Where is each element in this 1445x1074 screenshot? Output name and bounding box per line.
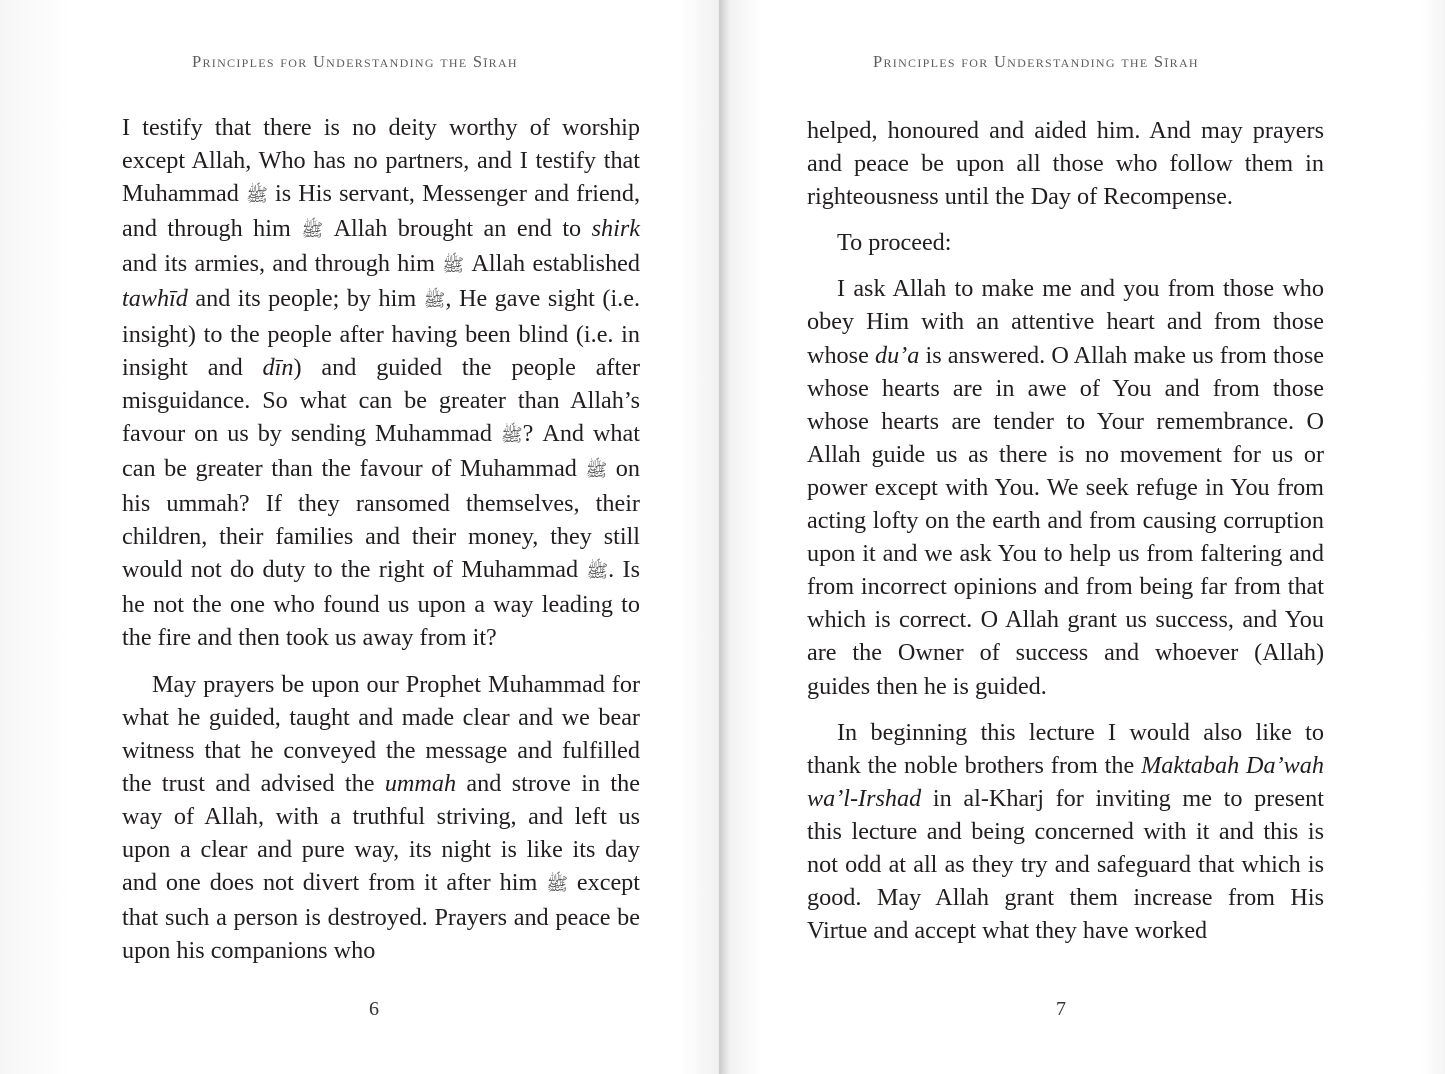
text-segment: Allah established [464,250,640,278]
text-segment: May prayers be upon our Prophet Muhammad for what he guided, taught and made clear and we bear witness that he conveyed the message and fulfilled the trust and advised the [122,670,640,797]
text-segment: and its people; by him [187,285,424,313]
italic-term: du’a [874,341,920,369]
left-page-body [122,111,640,967]
text-segment: is His servant, Messenger and friend, and through him [122,180,640,243]
running-head-right: Principles for Understanding the Sīrah [873,52,1199,71]
left-page [0,0,720,1074]
text-segment: on his ummah? If they ransomed themselves, their children, their families and their money, they still would not do duty to the right of Muhammad [122,454,640,584]
text-segment: in al-Kharj for inviting me to present this lecture and being concerned with it and this is not odd at all as they try and safeguard that which is good. May Allah grant them increase from His Virtue and accept what they have worked [807,784,1324,945]
italic-term: dīn [262,353,294,381]
text-segment: To proceed: [837,229,952,257]
text-segment: and its armies, and through him [122,250,443,278]
text-segment: ) and guided the people after misguidance. So what can be greater than Allah’s favour on us by sending Muhammad [122,353,640,447]
italic-term: ummah [384,769,457,797]
paragraph [807,272,1324,702]
paragraph [807,114,1324,213]
italic-term: Maktabah Da’wah wa’l-Irshad [807,751,1324,812]
paragraph [122,668,640,968]
text-segment: helped, honoured and aided him. And may prayers and peace be upon all those who follow them in righteousness until the Day of Recompense. [807,117,1324,211]
right-page [722,0,1445,1074]
salutation-glyph: ﷺ [500,424,523,445]
page-number-right: 7 [1056,998,1066,1020]
text-segment: I testify that there is no deity worthy of worship except Allah, Who has no partners, and I testify that Muhammad [122,114,640,208]
text-segment: In beginning this lecture I would also like to thank the noble brothers from the [807,718,1324,779]
text-segment: I ask Allah to make me and you from those who obey Him with an attentive heart and from those whose [807,275,1324,369]
salutation-glyph: ﷺ [301,220,324,241]
right-page-body [807,114,1324,947]
salutation-glyph: ﷺ [442,255,465,276]
salutation-glyph: ﷺ [586,561,609,582]
salutation-glyph: ﷺ [423,290,446,311]
text-segment: is answered. O Allah make us from those whose hearts are in awe of You and from those whose hearts are tender to Your remembrance. O Allah guide us as there is no movement for us or power except with You. We seek refuge in You from acting lofty on the earth and from causing corruption upon it and we ask You to help us from faltering and from incorrect opinions and from being far from that which is correct. O Allah grant us success, and You are the Owner of success and whoever (Allah) guides then he is guided. [807,341,1324,700]
salutation-glyph: ﷺ [585,459,608,480]
page-number-left: 6 [369,998,379,1020]
running-head-left: Principles for Understanding the Sīrah [192,52,518,71]
text-segment: and strove in the way of Allah, with a truthful striving, and left us upon a clear and pure way, its night is like its day and one does not divert from it after him [122,769,640,897]
salutation-glyph: ﷺ [546,874,568,895]
text-segment: , He gave sight (i.e. insight) to the people after having been blind (i.e. in insight and [122,285,640,381]
paragraph [122,111,640,655]
text-segment: . Is he not the one who found us upon a way leading to the fire and then took us away from it? [122,556,640,652]
italic-term: tawhīd [122,285,188,313]
text-segment: except that such a person is destroyed. Prayers and peace be upon his companions who [122,869,640,965]
italic-term: shirk [591,215,641,243]
paragraph [807,226,1324,259]
salutation-glyph: ﷺ [246,185,268,206]
paragraph [807,716,1324,948]
text-segment: Allah brought an end to [323,215,592,243]
text-segment: ? And what can be greater than the favour of Muhammad [122,419,640,482]
